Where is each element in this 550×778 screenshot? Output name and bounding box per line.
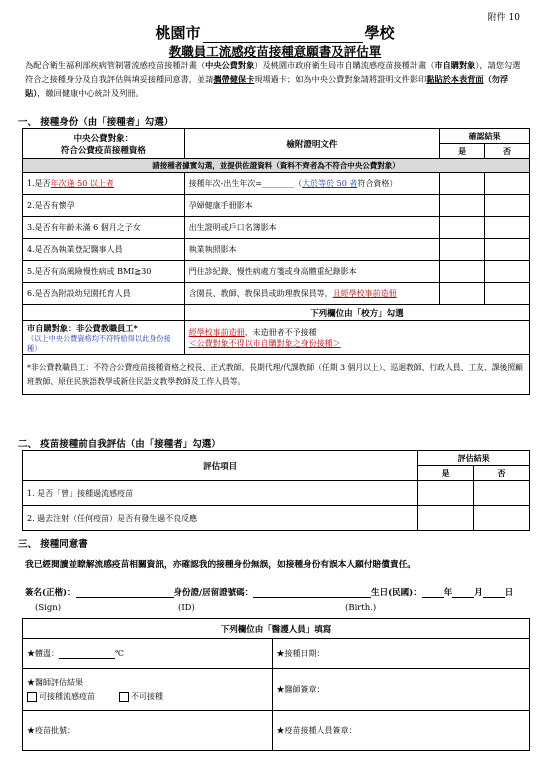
assessment-result-header: 評估結果	[418, 451, 530, 466]
birth-month-field[interactable]	[452, 597, 474, 598]
check-yes-4[interactable]	[440, 239, 485, 261]
medical-header: 下列欄位由「醫護人員」填寫	[23, 619, 530, 639]
self-assessment-table: 評估項目 評估結果 是 否 1. 是否「曾」接種過流感疫苗 2. 過去注射（任何疫苗）是否有發生過不良反應	[22, 450, 530, 531]
check-yes-5[interactable]	[440, 261, 485, 283]
assess-yes-2[interactable]	[418, 506, 474, 531]
staff-sign-cell[interactable]: ★疫苗接種人員簽章：	[272, 711, 529, 751]
sign-field[interactable]	[76, 597, 174, 598]
confirm-yes-header: 是	[440, 144, 485, 159]
confirm-header: 確認結果	[440, 129, 530, 144]
temperature-field[interactable]	[59, 658, 115, 659]
section1-heading: 一、 接種身份（由「接種者」勾選）	[18, 117, 174, 128]
section2-heading: 二、 疫苗接種前自我評估（由「接種者」勾選）	[18, 439, 221, 450]
assess-no-2[interactable]	[474, 506, 530, 531]
id-field[interactable]	[253, 597, 371, 598]
identity-header: 中央公費對象： 符合公費疫苗接種資格	[23, 129, 185, 159]
section3-heading: 三、 接種同意書	[18, 539, 88, 550]
table-row: 3.是否有年齡未滿 6 個月之子女 出生證明或戶口名簿影本	[23, 217, 530, 239]
check-yes-1[interactable]	[440, 173, 485, 195]
instruction-row: 請接種者據實勾選，並提供佐證資料（資料不齊者為不符合中央公費對象）	[23, 159, 530, 173]
sign-en-label: (Sign)	[35, 603, 62, 613]
table-row: 6.是否為附設幼兒園托育人員 含園長、教師、教保員或助理教保員等，且經學校事前造冊	[23, 283, 530, 305]
birth-en-label: (Birth.)	[345, 603, 377, 613]
table-row: 2. 過去注射（任何疫苗）是否有發生過不良反應	[23, 506, 530, 531]
table-row: 2.是否有懷孕 孕婦健康手冊影本	[23, 195, 530, 217]
check-no-2[interactable]	[485, 195, 530, 217]
batch-number-cell[interactable]: ★疫苗批號：	[23, 711, 273, 751]
self-pay-detail: 經學校事前造冊，未造冊者不予接種 ＜公費對象不得以市自購對象之身份接種＞	[184, 321, 529, 355]
table-row: 5.是否有高風險慢性病或 BMI≧30 門住診紀錄、慢性病處方箋或身高體重紀錄影本	[23, 261, 530, 283]
cannot-vaccinate-checkbox[interactable]	[119, 692, 129, 702]
intro-paragraph: 為配合衛生福利部疾病管制署流感疫苗接種計畫（中央公費對象）及桃園市政府衛生局市自購流感疫苗接種計畫（市自購對象），請您勾選符合之接種身分及自我評估與填妥接種同意書，並請攜帶健保卡現場過卡；如為中央公費對象請將證明文件影印黏貼於本表背面（勿浮貼），繳回健康中心統計及列冊。	[25, 60, 521, 98]
check-no-5[interactable]	[485, 261, 530, 283]
self-pay-cell: 市自購對象：非公費教職員工* （以上中央公費資格均不符特給得以此身份接種）	[23, 321, 185, 355]
signature-line: 簽名(正楷)： 身份證/居留證號碼： 生日(民國)： 年 月 日	[25, 588, 514, 598]
annex-label: 附件 10	[487, 13, 520, 23]
id-en-label: (ID)	[178, 603, 195, 613]
form-subtitle: 教職員工流感疫苗接種意願書及評估單	[168, 44, 382, 59]
confirm-no-header: 否	[485, 144, 530, 159]
can-vaccinate-checkbox[interactable]	[27, 692, 37, 702]
non-public-footnote: *非公費教職員工：不符合公費疫苗接種資格之校長、正式教師、長期代理/代課教師（任期 3 個月以上）、巡迴教師、行政人員、工友、課後照顧班教師、原住民族語教學或新住民語文教學教師及工作人員等。	[23, 355, 530, 395]
birth-day-field[interactable]	[483, 597, 505, 598]
city-name: 桃園市	[155, 24, 201, 42]
temperature-cell: ★體溫： ℃	[23, 639, 273, 669]
medical-staff-table	[22, 618, 530, 751]
school-check-header: 下列欄位由「校方」勾選	[184, 305, 529, 321]
birth-year-field[interactable]	[422, 597, 444, 598]
school-label: 學校	[364, 24, 395, 42]
table-row: 1.是否年次逢 50 以上者 接種年次-出生年次=________（大於等於 50 者符合資格）	[23, 173, 530, 195]
check-no-4[interactable]	[485, 239, 530, 261]
check-yes-3[interactable]	[440, 217, 485, 239]
doctor-sign-cell[interactable]: ★醫師簽章：	[272, 669, 529, 711]
check-no-1[interactable]	[485, 173, 530, 195]
table-row: 1. 是否「曾」接種過流感疫苗	[23, 481, 530, 506]
vaccination-date-cell[interactable]: ★接種日期：	[272, 639, 529, 669]
doctor-eval-cell: ★醫師評估結果 可接種流感疫苗 不可接種	[23, 669, 273, 711]
assess-no-1[interactable]	[474, 481, 530, 506]
check-yes-2[interactable]	[440, 195, 485, 217]
check-no-6[interactable]	[485, 283, 530, 305]
table-row: 4.是否為執業登記醫事人員 執業執照影本	[23, 239, 530, 261]
check-yes-6[interactable]	[440, 283, 485, 305]
assess-yes-1[interactable]	[418, 481, 474, 506]
assessment-item-header: 評估項目	[23, 451, 418, 481]
form-title	[0, 22, 550, 43]
identity-table	[22, 128, 530, 395]
school-name-blank[interactable]	[203, 28, 363, 43]
document-header: 檢附證明文件	[184, 129, 439, 159]
check-no-3[interactable]	[485, 217, 530, 239]
consent-statement: 我已經閱讀並瞭解流感疫苗相關資訊，亦確認我的接種身份無誤，如接種身份有誤本人願付賠償責任。	[25, 560, 416, 570]
